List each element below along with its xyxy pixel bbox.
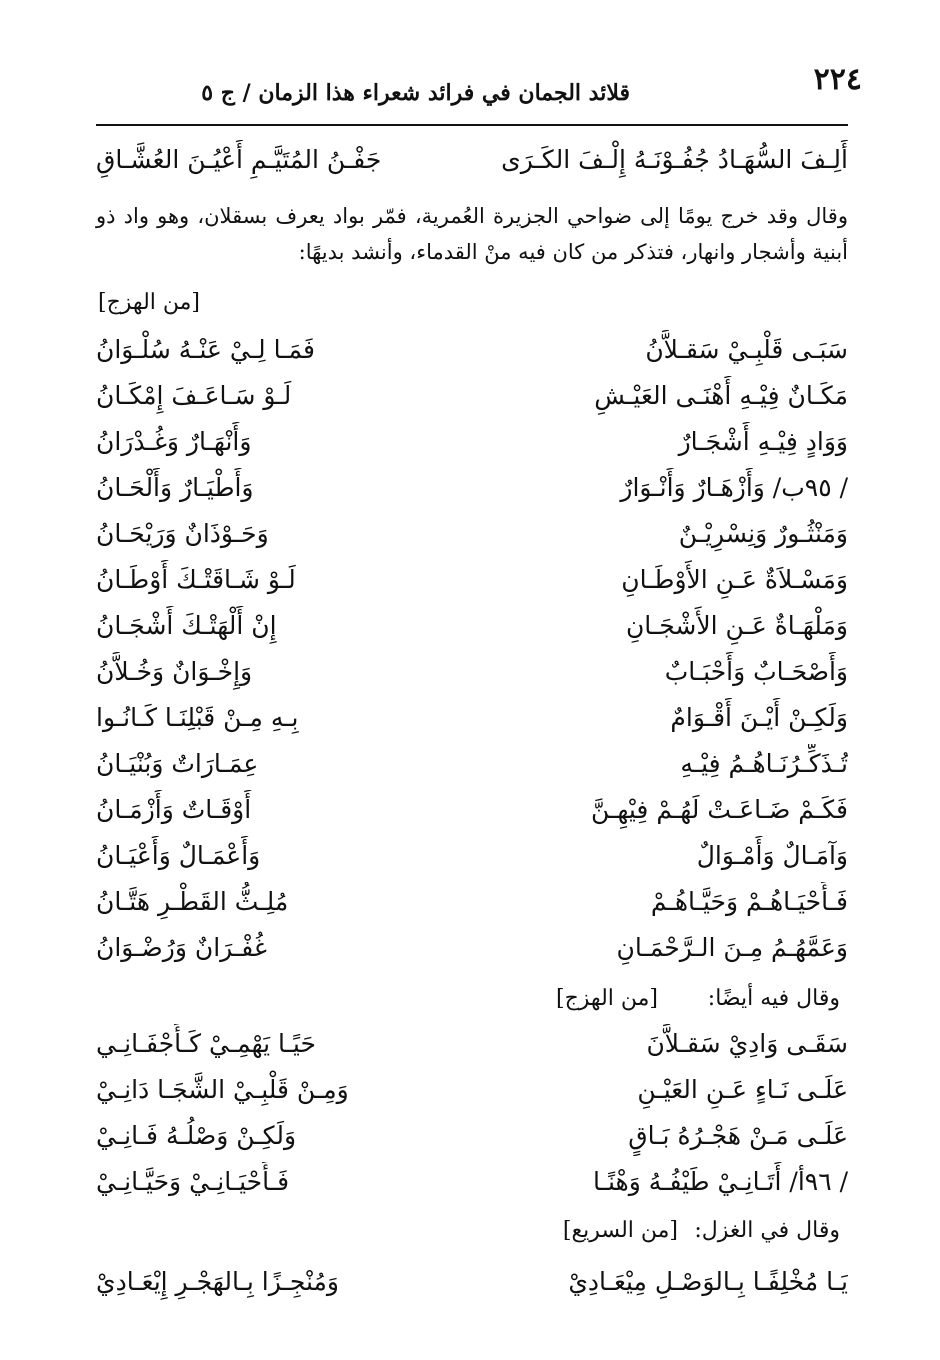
verse-line (96, 882, 848, 922)
verse-line (96, 560, 848, 600)
verse-line (96, 1162, 848, 1202)
header-divider (96, 124, 848, 126)
verse-first-hemistich: يَـا مُخْلِفًـا بِـالوَصْـلِ مِيْعَـادِيْ (568, 1267, 848, 1296)
running-title: قلائد الجمان في فرائد شعراء هذا الزمان / ج ٥ (201, 80, 630, 106)
verse-first-hemistich: تُـذَكِّـرُنَـاهُـمُ فِيْـهِ (680, 749, 848, 778)
verse-second-hemistich: حَيًـا يَهْمِـيْ كَـأَجْفَـانِـي (96, 1029, 316, 1058)
verse-first-hemistich: وَمَسْـلاَةٌ عَـنِ الأَوْطَـانِ (621, 565, 848, 594)
verse-line (96, 1116, 848, 1156)
verse-first-hemistich: وَمَلْهَـاةٌ عَـنِ الأَشْجَـانِ (625, 611, 848, 640)
verse-line (96, 606, 848, 646)
verse-first-hemistich: عَلَـى نَـاءٍ عَـنِ العَيْـنِ (637, 1075, 848, 1104)
verse-first-hemistich: مَكَـانٌ فِيْـهِ أَهْنَـى العَيْـشِ (594, 381, 848, 410)
verse-first-hemistich: وَلَكِـنْ أَيْـنَ أَقْـوَامٌ (670, 703, 848, 732)
verse-second-hemistich: بِـهِ مِـنْ قَبْلِنَـا كَـانُـوا (96, 703, 299, 732)
verse-second-hemistich: مُلِـثُّ القَطْـرِ هَتَّـانُ (96, 887, 289, 916)
verse-first-hemistich: وَوَادٍ فِيْـهِ أَشْجَـارٌ (678, 427, 848, 456)
verse-first-hemistich: فَـأَحْيَـاهُـمْ وَحَيَّـاهُـمْ (650, 887, 848, 916)
verse-second-hemistich: لَـوْ شَـاقَتْـكَ أَوْطَـانُ (96, 565, 296, 594)
verse-second-hemistich: فَمَـا لِـيْ عَنْـهُ سُلْـوَانُ (96, 335, 315, 364)
verse-first-hemistich: سَقَـى وَادِيْ سَقـلاَّنَ (646, 1029, 848, 1058)
verse-line (96, 1262, 848, 1302)
verse-second-hemistich: وَإِخْـوَانٌ وَخُـلاَّنُ (96, 657, 253, 686)
verse-line (96, 330, 848, 370)
verse-second-hemistich: أَوْقَـاتٌ وَأَزْمَـانُ (96, 795, 252, 824)
verse-first-hemistich: سَبَـى قَلْبِـيْ سَقـلاَّنُ (645, 335, 848, 364)
verse-line (96, 1024, 848, 1064)
verse-line (96, 140, 848, 180)
verse-second-hemistich: عِمَـارَاتٌ وَبُنْيَـانُ (96, 749, 259, 778)
verse-first-hemistich: عَلَـى مَـنْ هَجْـرُهُ بَـاقٍ (628, 1121, 848, 1150)
verse-first-hemistich: وَمَنْثُـورٌ وَنِسْرِيْـنٌ (678, 519, 848, 548)
verse-line (96, 744, 848, 784)
verse-line (96, 468, 848, 508)
verse-line (96, 790, 848, 830)
verse-line (96, 928, 848, 968)
meter-label: [من الهزج] (98, 290, 200, 315)
verse-second-hemistich: جَفْـنُ المُتَيَّـمِ أَعْيُـنَ العُشَّـاقِ (96, 145, 382, 174)
verse-line (96, 698, 848, 738)
verse-line (96, 652, 848, 692)
verse-line (96, 422, 848, 462)
verse-second-hemistich: وَلَكِـنْ وَصْلُـهُ فَـانِـيْ (96, 1121, 297, 1150)
verse-first-hemistich: / ٩٥ب/ وَأَزْهَـارٌ وَأَنْـوَارٌ (620, 473, 848, 502)
poem-intro: وقال فيه أيضًا: (707, 986, 840, 1011)
verse-second-hemistich: وَمُنْجِـزًا بِـالهَجْـرِ إِيْعَـادِيْ (96, 1267, 340, 1296)
verse-line (96, 376, 848, 416)
meter-label: [من الهزج] (556, 986, 658, 1011)
meter-label: [من السريع] (562, 1218, 678, 1243)
verse-second-hemistich: وَأَطْيَـارٌ وَأَلْحَـانُ (96, 473, 254, 502)
verse-line (96, 514, 848, 554)
verse-second-hemistich: لَـوْ سَـاعَـفَ إِمْكَـانُ (96, 381, 292, 410)
verse-second-hemistich: وَمِـنْ قَلْبِـيْ الشَّجَـا دَانِـيْ (96, 1075, 349, 1104)
verse-first-hemistich: فَكَـمْ ضَـاعَـتْ لَهُـمْ فِيْهِـنَّ (591, 795, 848, 824)
verse-second-hemistich: غُفْـرَانٌ وَرُضْـوَانُ (96, 933, 268, 962)
verse-first-hemistich: أَلِـفَ السُّهَـادُ جُفُـوْنَـهُ إِلْـفَ الكَـرَى (501, 145, 848, 174)
verse-second-hemistich: إِنْ أَلْهَتْـكَ أَشْجَـانُ (96, 611, 277, 640)
poem-intro: وقال في الغزل: (694, 1218, 840, 1243)
verse-first-hemistich: وَآمَـالٌ وَأَمْـوَالٌ (696, 841, 848, 870)
verse-second-hemistich: وَأَنْهَـارٌ وَغُـدْرَانُ (96, 427, 252, 456)
verse-line (96, 1070, 848, 1110)
verse-first-hemistich: / ٩٦أ/ أَتَـانِـيْ طَيْفُـهُ وَهْنًـا (593, 1167, 848, 1196)
verse-second-hemistich: وَحَـوْذَانٌ وَرَيْحَـانُ (96, 519, 269, 548)
verse-second-hemistich: وَأَعْمَـالٌ وَأَعْيَـانُ (96, 841, 261, 870)
prose-paragraph: وقال وقد خرج يومًا إلى ضواحي الجزيرة العُمرية، فمّر بواد يعرف بسقلان، وهو واد ذو أبنية وأشجار وانهار، فتذكر من كان فيه منْ القدماء، وأنشد بديهًا: (96, 204, 848, 264)
page-number: ٢٢٤ (813, 62, 862, 97)
verse-first-hemistich: وَأَصْحَـابٌ وَأَحْبَـابٌ (664, 657, 848, 686)
verse-second-hemistich: فَـأَحْيَـانِـيْ وَحَيَّـانِـيْ (96, 1167, 290, 1196)
verse-line (96, 836, 848, 876)
verse-first-hemistich: وَعَمَّهُـمُ مِـنَ الـرَّحْمَـانِ (616, 933, 848, 962)
